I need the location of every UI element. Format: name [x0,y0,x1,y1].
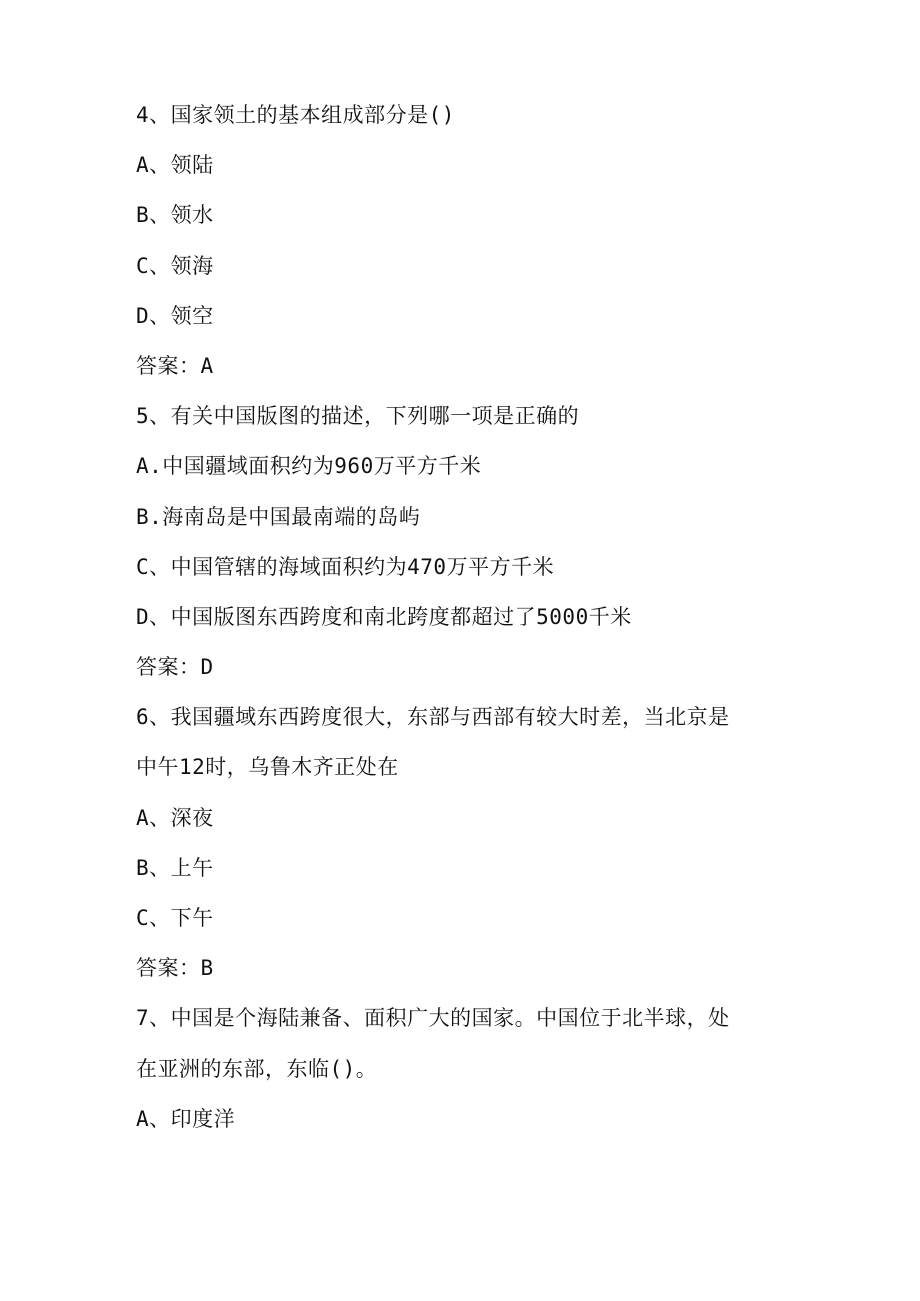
question-5-stem: 5、有关中国版图的描述，下列哪一项是正确的 [136,404,580,429]
question-7-option-a: A、印度洋 [136,1106,236,1131]
question-5-option-b: B.海南岛是中国最南端的岛屿 [136,504,421,529]
question-6-option-b: B、上午 [136,855,214,880]
question-4-answer: 答案：A [136,353,214,378]
question-4-option-d: D、领空 [136,303,214,328]
question-6-answer: 答案：B [136,956,214,981]
question-4-option-a: A、领陆 [136,153,214,178]
question-4-option-c: C、领海 [136,253,214,278]
question-6-stem-line-1: 6、我国疆域东西跨度很大，东部与西部有较大时差，当北京是 [136,705,730,730]
question-4-option-b: B、领水 [136,203,214,228]
question-6-option-c: C、下午 [136,906,214,930]
question-5-answer: 答案：D [136,655,214,680]
question-5-option-c: C、中国管辖的海域面积约为470万平方千米 [136,554,555,579]
question-7-stem-line-2: 在亚洲的东部，东临()。 [136,1056,378,1081]
question-7-stem-line-1: 7、中国是个海陆兼备、面积广大的国家。中国位于北半球，处 [136,1006,730,1031]
question-6-option-a: A、深夜 [136,805,214,830]
question-5-option-a: A.中国疆域面积约为960万平方千米 [136,454,482,479]
question-6-stem-line-2: 中午12时，乌鲁木齐正处在 [136,755,399,780]
question-4-stem: 4、国家领土的基本组成部分是() [136,103,455,127]
question-5-option-d: D、中国版图东西跨度和南北跨度都超过了5000千米 [136,604,632,629]
